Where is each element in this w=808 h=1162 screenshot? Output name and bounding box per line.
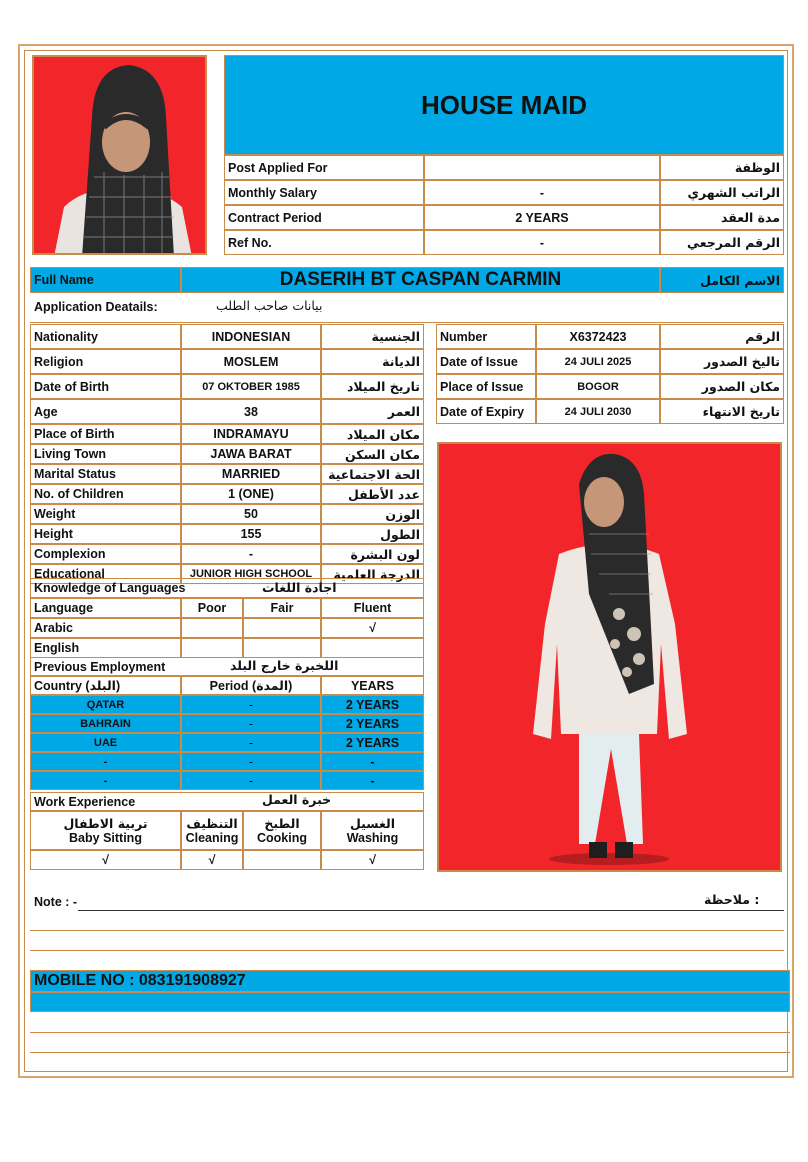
language-name: Arabic [30, 618, 181, 638]
employment-country: BAHRAIN [30, 714, 181, 733]
passport-value: 24 JULI 2025 [536, 349, 660, 374]
application-label-ar: بيانات صاحب الطلب [216, 298, 323, 313]
passport-label-ar: الرقم [660, 324, 784, 349]
fullname-label: Full Name [30, 267, 181, 293]
language-fair [243, 618, 321, 638]
personal-label-ar: مكان الميلاد [321, 424, 424, 444]
fullname-value: DASERIH BT CASPAN CARMIN [181, 267, 660, 293]
employment-title: Previous Employment [30, 657, 424, 676]
note-label-text: Note : [34, 895, 70, 909]
employment-period: - [181, 752, 321, 771]
employment-years: 2 YEARS [321, 695, 424, 714]
work-skill-en: Cleaning [185, 831, 239, 845]
portrait-photo [32, 55, 207, 255]
personal-label: Religion [30, 349, 181, 374]
personal-label: Nationality [30, 324, 181, 349]
personal-value: MARRIED [181, 464, 321, 484]
work-skill-cell [243, 811, 321, 850]
employment-header: Period (المدة) [181, 676, 321, 695]
employment-period: - [181, 733, 321, 752]
personal-value: INDRAMAYU [181, 424, 321, 444]
personal-label-ar: الطول [321, 524, 424, 544]
language-poor [181, 618, 243, 638]
work-skill-ar: التنظيف [186, 816, 238, 831]
personal-label: Educational [30, 564, 181, 584]
employment-country: - [30, 752, 181, 771]
language-header: Fluent [321, 598, 424, 618]
salary-label-ar: الراتب الشهري [660, 180, 784, 205]
work-skill-cell [30, 811, 181, 850]
languages-title: Knowledge of Languages [30, 578, 424, 598]
work-skill-cell [321, 811, 424, 850]
personal-label-ar: العمر [321, 399, 424, 424]
personal-label: Complexion [30, 544, 181, 564]
personal-label: Date of Birth [30, 374, 181, 399]
employment-period: - [181, 771, 321, 790]
ref-value: - [424, 230, 660, 255]
work-skill-mark: √ [30, 850, 181, 870]
employment-years: - [321, 752, 424, 771]
employment-header: Country (البلد) [30, 676, 181, 695]
personal-value: 38 [181, 399, 321, 424]
ref-label-ar: الرقم المرجعي [660, 230, 784, 255]
employment-header: YEARS [321, 676, 424, 695]
note-label-ar: ملاحظة : [704, 892, 760, 907]
employment-period: - [181, 714, 321, 733]
work-title-ar: خبرة العمل [262, 792, 332, 807]
personal-label-ar: الجنسية [321, 324, 424, 349]
personal-label: Weight [30, 504, 181, 524]
full-body-photo [437, 442, 782, 872]
personal-label-ar: الديانة [321, 349, 424, 374]
salary-label: Monthly Salary [224, 180, 424, 205]
personal-label-ar: الدرجة العلمية [321, 564, 424, 584]
work-skill-ar: الطبخ [264, 816, 300, 831]
application-divider [30, 322, 784, 323]
note-label [34, 895, 77, 909]
passport-label-ar: تاليخ الصدور [660, 349, 784, 374]
personal-label: Living Town [30, 444, 181, 464]
personal-label: Place of Birth [30, 424, 181, 444]
personal-value: 1 (ONE) [181, 484, 321, 504]
contract-label: Contract Period [224, 205, 424, 230]
passport-label-ar: تاريخ الانتهاء [660, 399, 784, 424]
employment-country: - [30, 771, 181, 790]
personal-label-ar: الحة الاجتماعية [321, 464, 424, 484]
rule-1 [30, 930, 784, 931]
contract-value: 2 YEARS [424, 205, 660, 230]
ref-label: Ref No. [224, 230, 424, 255]
portrait-figure-icon [34, 57, 207, 255]
employment-country: QATAR [30, 695, 181, 714]
language-fluent [321, 638, 424, 658]
passport-label: Date of Issue [436, 349, 536, 374]
language-header: Fair [243, 598, 321, 618]
passport-label: Number [436, 324, 536, 349]
personal-label: Marital Status [30, 464, 181, 484]
employment-years: 2 YEARS [321, 733, 424, 752]
personal-label-ar: مكان السكن [321, 444, 424, 464]
personal-value: 155 [181, 524, 321, 544]
personal-value: MOSLEM [181, 349, 321, 374]
personal-value: JAWA BARAT [181, 444, 321, 464]
employment-country: UAE [30, 733, 181, 752]
personal-value: INDONESIAN [181, 324, 321, 349]
language-name: English [30, 638, 181, 658]
passport-value: X6372423 [536, 324, 660, 349]
passport-label: Place of Issue [436, 374, 536, 399]
work-skill-mark [243, 850, 321, 870]
post-label-ar: الوظفة [660, 155, 784, 180]
passport-value: 24 JULI 2030 [536, 399, 660, 424]
employment-title-ar: اللخبرة خارج البلد [230, 658, 339, 673]
personal-value: 50 [181, 504, 321, 524]
language-fluent: √ [321, 618, 424, 638]
passport-label-ar: مكان الصدور [660, 374, 784, 399]
contract-label-ar: مدة العقد [660, 205, 784, 230]
work-skill-mark: √ [181, 850, 243, 870]
post-value [424, 155, 660, 180]
passport-value: BOGOR [536, 374, 660, 399]
personal-value: JUNIOR HIGH SCHOOL [181, 564, 321, 584]
employment-period: - [181, 695, 321, 714]
personal-label-ar: لون البشرة [321, 544, 424, 564]
language-poor [181, 638, 243, 658]
personal-label-ar: عدد الأطفل [321, 484, 424, 504]
personal-label: Age [30, 399, 181, 424]
personal-label: No. of Children [30, 484, 181, 504]
employment-years: - [321, 771, 424, 790]
fullname-label-ar: الاسم الكامل [660, 267, 784, 293]
personal-value: - [181, 544, 321, 564]
rule-4 [30, 1052, 790, 1053]
language-fair [243, 638, 321, 658]
language-header: Language [30, 598, 181, 618]
work-skill-ar: تربية الاطفال [63, 816, 148, 831]
mobile-blank-bar [30, 992, 790, 1012]
personal-value: 07 OKTOBER 1985 [181, 374, 321, 399]
language-header: Poor [181, 598, 243, 618]
work-skill-ar: الغسيل [349, 816, 395, 831]
salary-value: - [424, 180, 660, 205]
mobile-number: MOBILE NO : 083191908927 [30, 970, 790, 992]
personal-label-ar: الوزن [321, 504, 424, 524]
post-label: Post Applied For [224, 155, 424, 180]
personal-label: Height [30, 524, 181, 544]
full-body-figure-icon [439, 444, 780, 870]
rule-2 [30, 950, 784, 951]
passport-label: Date of Expiry [436, 399, 536, 424]
work-skill-en: Baby Sitting [69, 831, 142, 845]
work-skill-en: Washing [346, 831, 399, 845]
note-value: - [72, 895, 78, 909]
work-skill-mark: √ [321, 850, 424, 870]
personal-label-ar: تاريخ الميلاد [321, 374, 424, 399]
note-underline [78, 910, 784, 911]
employment-years: 2 YEARS [321, 714, 424, 733]
languages-title-ar: اجادة اللغات [262, 580, 337, 595]
page-title: HOUSE MAID [224, 55, 784, 155]
work-title: Work Experience [30, 792, 424, 811]
rule-3 [30, 1032, 790, 1033]
work-skill-cell [181, 811, 243, 850]
work-skill-en: Cooking [257, 831, 307, 845]
application-label: Application Deatails: [34, 300, 158, 314]
